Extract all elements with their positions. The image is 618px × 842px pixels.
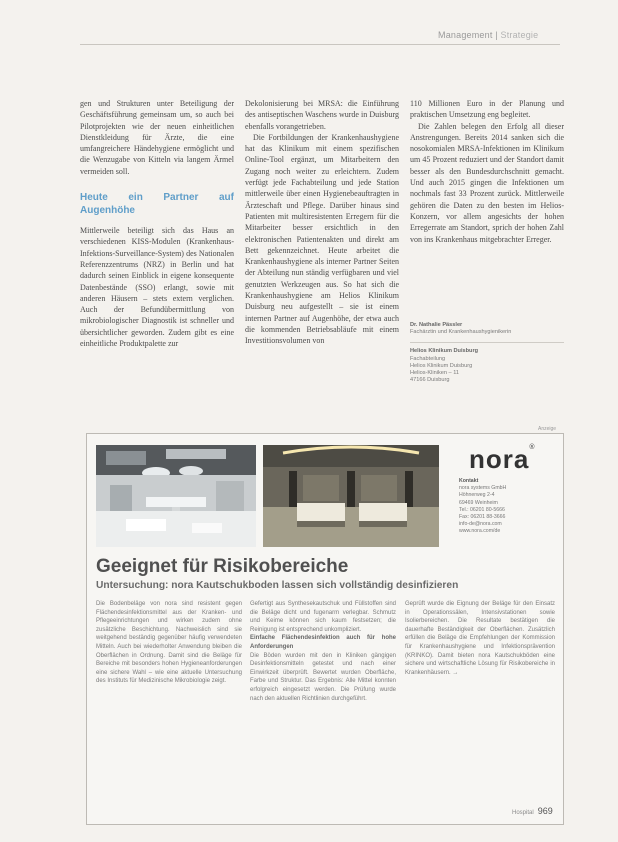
registered-mark: ®	[529, 444, 536, 451]
author-line: Helios-Kliniken – 11	[410, 370, 460, 377]
page-number: 969	[537, 806, 553, 816]
operating-room-photo	[96, 445, 256, 547]
author-line: 47166 Duisburg	[410, 377, 450, 384]
running-head-section: Management	[438, 30, 493, 40]
article-paragraph: gen und Strukturen unter Beteiligung der Geschäftsführung gemeinsam um, so auch bei Pilotprojekten wie der neuen einheitlichen Dienstkleidung für Ärzte, die eine umfangreichere Händehygiene ermöglicht und die Wenzugabe von Kitteln via langem Ärmel vermeiden soll.	[80, 99, 234, 176]
author-clinic: Helios Klinikum Duisburg	[410, 348, 479, 355]
author-line: Helios Klinikum Duisburg	[410, 362, 473, 369]
article-column-1	[80, 98, 234, 349]
contact-label: Kontakt	[459, 478, 479, 484]
contact-line: www.nora.com/de	[459, 528, 501, 535]
folio-label: Hospital	[512, 810, 534, 816]
article-paragraph: Mittlerweile beteiligt sich das Haus an verschiedenen KISS-Modulen (Krankenhaus-Infektions-Surveillance-System) des Nationalen Referenzzentrums (NRZ) in Berlin und hat dadurch seinen Einblick in eigene konsequente Datenbestände (SSO) erlangt, sowie mit anderen Häusern – stets extern verglichen. Auch der Befundübermittlung von mikrobiologischer Diagnostik ist schneller und übersichtlicher geworden. Zudem gibt es eine einheitliche Produktpalette zur	[80, 226, 234, 349]
contact-line: Höhnerweg 2-4	[459, 492, 495, 499]
author-box	[410, 322, 564, 384]
running-head-sub: Strategie	[500, 30, 539, 40]
patient-room-photo	[263, 445, 439, 547]
article-column-2	[245, 98, 399, 347]
contact-line: 69469 Weinheim	[459, 499, 498, 506]
ad-paragraph: Gefertigt aus Synthesekautschuk und Füllstoffen sind die Beläge dicht und fugenarm verlegbar. Schmutz und Keime können sich kaum festsetzen; die Reinigung ist entsprechend unkompliziert.	[250, 601, 396, 633]
article-paragraph: 110 Millionen Euro in der Planung und praktischen Umsetzung eng begleitet.	[410, 99, 564, 120]
author-divider	[410, 342, 564, 343]
ad-column-3	[405, 600, 555, 677]
ad-headline: Geeignet für Risikobereiche	[96, 556, 349, 577]
ad-paragraph: Geprüft wurde die Eignung der Beläge für den Einsatz in Operationssälen, Intensivstationen sowie Isolierbereichen. Die Resultate bestätigen die dauerhafte Beständigkeit der Oberflächen. Zusätzlich erfüllen die Beläge die Empfehlungen der Kommission für Krankenhaushygiene und Infektionsprävention (KRINKO). Damit bieten nora Kautschukböden eine sichere und wirtschaftliche Lösung für Risikobereiche in Krankenhäusern. →	[405, 601, 555, 676]
patient-room-illustration	[263, 445, 439, 547]
running-head: Management | Strategie	[438, 30, 539, 40]
article-paragraph: Die Fortbildungen der Krankenhaushygiene hat das Klinikum mit einem spezifischen Online-Tool ergänzt, um Mitarbeitern den Zugang noch weiter zu erleichtern. Zudem verfügt jede Fachabteilung und jede Station mittlerweile über einen Hygienebeauftragten in Ärzteschaft und Pflege. Darüber hinaus sind Patienten mit multiresistenten Erregern für die Mitarbeiter besser ersichtlich in den elektronischen Patientenakten und direkt am Bett gekennzeichnet. Heute arbeitet die Krankenhaushygiene als interner Partner Seiten der Abteilung nun ständig verfügbaren und viel genutzten Werkzeugen aus. So hat sich die Krankenhaushygiene am Helios Klinikum Duisburg neu aufgestellt – sie ist einem internen Partner auf Augenhöhe, der etwa auch die kommenden Betriebsabläufe mit einem Investitionsvolumen von	[245, 132, 399, 346]
article-column-3	[410, 98, 564, 245]
article-paragraph: Die Zahlen belegen den Erfolg all dieser Anstrengungen. Bereits 2014 sanken sich die nosokomialen MRSA-Infektionen im Klinikum um 45 Prozent reduziert und der Standort damit besser als den Bundesdurchschnitt gemacht. Und auch 2015 gingen die Infektionen um nochmals fast 33 Prozent zurück. Mittlerweile gehören die Daten zu den besten im Helios-Konzern, vor allem angesichts der hohen Erregerrate am Standort, sprich der hohen Zahl von ins Krankenhaus mitgebrachter Erreger.	[410, 121, 564, 244]
ad-label: Anzeige	[538, 426, 557, 432]
nora-logo	[469, 444, 536, 475]
contact-line: info-de@nora.com	[459, 521, 502, 528]
advertisement	[86, 433, 564, 825]
ad-contact	[459, 478, 559, 536]
article-paragraph: Dekolonisierung bei MRSA: die Einführung des antiseptischen Waschens wurde in Duisburg ebenfalls vorangetrieben.	[245, 99, 399, 131]
ad-subline: Untersuchung: nora Kautschukboden lassen sich vollständig desinfizieren	[96, 580, 459, 591]
author-role: Fachärztin und Krankenhaushygienikerin	[410, 329, 512, 336]
brand-name: nora	[469, 444, 530, 474]
ad-paragraph: Die Böden wurden mit den in Kliniken gängigen Desinfektionsmitteln getestet und nach einer Einwirkzeit überprüft. Bewertet wurden Oberfläche, Farbe und Struktur. Das Ergebnis: Alle Mittel konnten erfolgreich eingesetzt werden. Die Prüfung wurde nach den aktuellen Richtlinien durchgeführt.	[250, 652, 396, 702]
page-folio	[512, 806, 553, 816]
author-line: Fachabteilung	[410, 355, 446, 362]
header-rule	[80, 44, 560, 45]
ad-column-1	[96, 600, 242, 686]
contact-line: nora systems GmbH	[459, 485, 507, 492]
contact-line: Tel.: 06201 80-5666	[459, 506, 505, 513]
contact-line: Fax: 06201 88-3666	[459, 514, 506, 521]
article-subhead: Heute ein Partner auf Augenhöhe	[80, 192, 234, 217]
ad-paragraph: Die Bodenbeläge von nora sind resistent gegen Flächendesinfektionsmittel aus der Kranken- und Pflegeeinrichtungen und wirken zudem ohne zusätzliche Beschichtung. Nachweislich sind sie weitgehend beständig gegenüber häufig verwendeten Mitteln. Auch bei wiederholter Anwendung bleiben die Oberflächen in Ordnung. Damit sind die Beläge für Bereiche mit besonders hohen Hygieneanforderungen eine sichere Wahl – wie eine aktuelle Untersuchung des Instituts für Medizinische Mikrobiologie zeigt.	[96, 601, 242, 685]
ad-column-2	[250, 600, 396, 703]
author-name: Dr. Nathalie Pässler	[410, 322, 463, 328]
operating-room-illustration	[96, 445, 256, 547]
ad-subhead: Einfache Flächendesinfektion auch für hohe Anforderungen	[250, 635, 396, 650]
